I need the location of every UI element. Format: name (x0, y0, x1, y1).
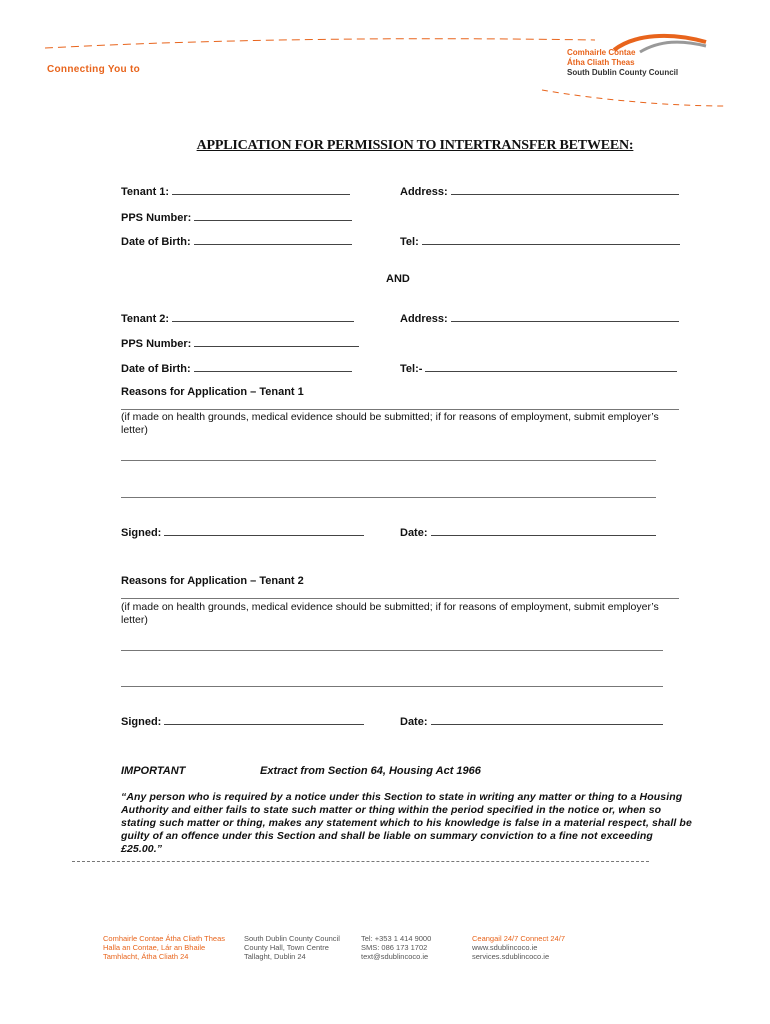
council-name-irish-1: Comhairle Contae (567, 48, 636, 57)
reasons2-line-1[interactable] (121, 598, 679, 599)
important-label: IMPORTANT (121, 765, 186, 777)
tenant1-tel-label: Tel: (400, 236, 419, 248)
and-separator: AND (386, 273, 410, 285)
tenant2-dob-field[interactable] (194, 361, 352, 372)
header-swoosh-left (40, 34, 600, 64)
reasons1-line-2[interactable] (121, 460, 656, 461)
footer-col-web (472, 934, 565, 961)
footer-irish-line-1: Comhairle Contae Átha Cliath Theas (103, 934, 226, 943)
tenant1-pps-label: PPS Number: (121, 212, 192, 224)
reasons1-line-3[interactable] (121, 497, 656, 498)
footer-web-line-2[interactable]: www.sdublincoco.ie (472, 943, 538, 952)
reasons1-signed-row (121, 525, 364, 539)
important-extract: Extract from Section 64, Housing Act 1966 (260, 765, 481, 777)
footer-web-line-3[interactable]: services.sdublincoco.ie (472, 952, 550, 961)
tenant2-name-field[interactable] (172, 311, 354, 322)
council-logo-text (567, 48, 678, 78)
header-swoosh-right (540, 86, 730, 110)
council-name-irish-2: Átha Cliath Theas (567, 58, 635, 67)
reasons2-heading: Reasons for Application – Tenant 2 (121, 575, 304, 587)
tenant2-pps-field[interactable] (194, 336, 359, 347)
reasons2-date-field[interactable] (431, 714, 663, 725)
footer-english-line-2: County Hall, Town Centre (244, 943, 329, 952)
council-name-english: South Dublin County Council (567, 68, 679, 77)
tenant1-tel-field[interactable] (422, 234, 680, 245)
tenant2-dob-row (121, 361, 352, 375)
tenant1-address-label: Address: (400, 186, 448, 198)
reasons2-signed-label: Signed: (121, 716, 162, 728)
reasons2-signed-row (121, 714, 364, 728)
footer-irish-line-3: Tamhlacht, Átha Cliath 24 (103, 952, 189, 961)
tenant2-pps-label: PPS Number: (121, 338, 192, 350)
footer-contact-line-2: SMS: 086 173 1702 (361, 943, 428, 952)
tenant1-tel-row (400, 234, 680, 248)
reasons1-signed-label: Signed: (121, 527, 162, 539)
reasons2-line-3[interactable] (121, 686, 663, 687)
tenant2-dob-label: Date of Birth: (121, 363, 191, 375)
tenant2-address-field[interactable] (451, 311, 679, 322)
divider (72, 861, 649, 862)
footer-english-line-1: South Dublin County Council (244, 934, 340, 943)
page-title: APPLICATION FOR PERMISSION TO INTERTRANSFER BETWEEN: (196, 138, 634, 153)
tenant2-label-row (121, 311, 354, 325)
tenant1-name-field[interactable] (172, 184, 350, 195)
reasons1-heading: Reasons for Application – Tenant 1 (121, 386, 304, 398)
header-tagline: Connecting You to (47, 64, 141, 75)
tenant1-dob-label: Date of Birth: (121, 236, 191, 248)
tenant1-label-row (121, 184, 350, 198)
footer-col-english (244, 934, 340, 961)
footer-web-line-1: Ceangail 24/7 Connect 24/7 (472, 934, 565, 943)
tenant2-tel-label: Tel:- (400, 363, 423, 375)
reasons1-date-row (400, 525, 656, 539)
reasons1-signed-field[interactable] (164, 525, 364, 536)
reasons1-line-1[interactable] (121, 409, 679, 410)
tenant1-address-field[interactable] (451, 184, 679, 195)
footer-contact-line-1: Tel: +353 1 414 9000 (361, 934, 432, 943)
footer-contact-line-3: text@sdublincoco.ie (361, 952, 429, 961)
tenant1-dob-row (121, 234, 352, 248)
footer-english-line-3: Tallaght, Dublin 24 (244, 952, 306, 961)
tenant1-dob-field[interactable] (194, 234, 352, 245)
reasons2-line-2[interactable] (121, 650, 663, 651)
tenant1-label: Tenant 1: (121, 186, 170, 198)
reasons1-note: (if made on health grounds, medical evidence should be submitted; if for reasons of employment, submit employer’s letter) (121, 411, 659, 436)
tenant2-tel-field[interactable] (425, 361, 677, 372)
reasons2-note: (if made on health grounds, medical evidence should be submitted; if for reasons of employment, submit employer’s letter) (121, 601, 659, 626)
reasons2-date-label: Date: (400, 716, 428, 728)
tenant1-pps-row (121, 210, 352, 224)
reasons2-date-row (400, 714, 663, 728)
footer-irish-line-2: Halla an Contae, Lár an Bhaile (103, 943, 206, 952)
reasons2-signed-field[interactable] (164, 714, 364, 725)
tenant1-address-row (400, 184, 679, 198)
footer-col-irish (103, 934, 225, 961)
tenant2-address-row (400, 311, 679, 325)
tenant2-pps-row (121, 336, 359, 350)
reasons1-date-label: Date: (400, 527, 428, 539)
tenant2-label: Tenant 2: (121, 313, 170, 325)
important-quote: “Any person who is required by a notice under this Section to state in writing any matter or thing to a Housing Authority and either fails to state such matter or thing within the period specified in the notice or, when so stating such matter or thing, makes any statement which to his knowledge is false in a material respect, shall be guilty of an offence under this Section and shall be liable on summary conviction to a fine not exceeding £25.00.” (121, 791, 692, 855)
footer-col-contact (361, 934, 431, 961)
tenant2-address-label: Address: (400, 313, 448, 325)
tenant2-tel-row (400, 361, 677, 375)
tenant1-pps-field[interactable] (194, 210, 352, 221)
reasons1-date-field[interactable] (431, 525, 656, 536)
